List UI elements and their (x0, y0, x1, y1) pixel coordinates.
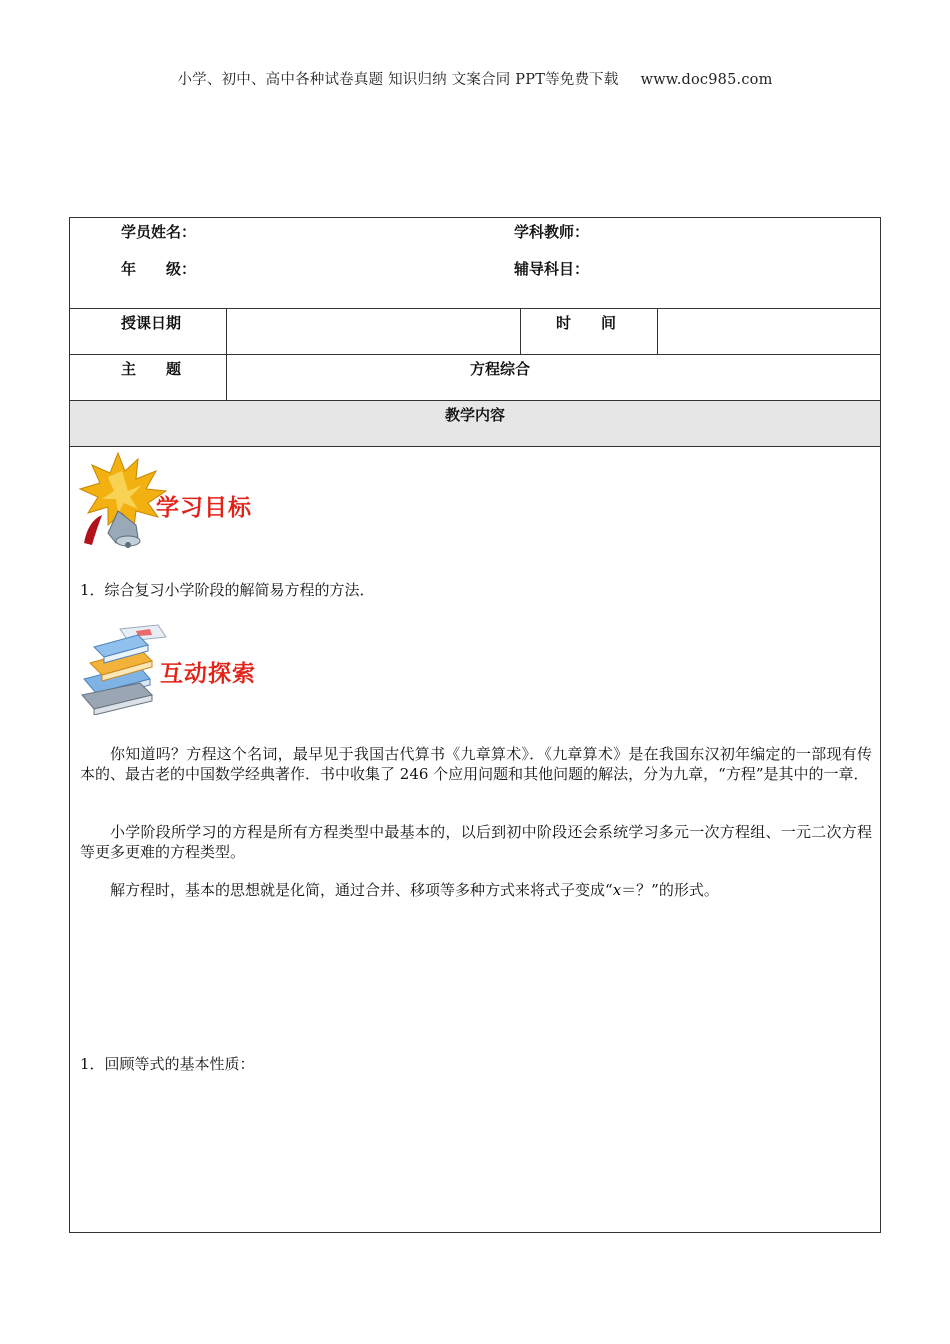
review-item-1: 1．回顾等式的基本性质： (80, 1055, 255, 1073)
divider (226, 355, 227, 400)
lesson-sheet (69, 217, 881, 1233)
content-area (70, 447, 880, 1232)
grade-label: 年 级： (121, 260, 197, 278)
date-label: 授课日期 (121, 314, 182, 332)
header-site-text: 小学、初中、高中各种试卷真题 知识归纳 文案合同 PPT等免费下载 (177, 72, 619, 88)
paragraph-history: 你知道吗？方程这个名词，最早见于我国古代算书《九章算术》．《九章算术》是在我国东汉初年编定的一部现有传本的、最古老的中国数学经典著作．书中收集了 246 个应用问题和其他问题的解法，分为九章，“方程”是其中的一章． (80, 745, 872, 783)
learning-goal-title: 学习目标 (156, 495, 252, 521)
date-time-row (70, 309, 880, 355)
topic-value: 方程综合 (470, 360, 531, 378)
method-text-before: 解方程时，基本的思想就是化简，通过合并、移项等多种方式来将式子变成“ (110, 881, 613, 899)
learning-goal-banner (78, 451, 268, 551)
paragraph-method (80, 880, 872, 900)
time-label: 时 间 (556, 314, 617, 332)
header-site-url[interactable]: www.doc985.com (640, 72, 773, 88)
divider (657, 309, 658, 354)
topic-label: 主 题 (121, 360, 182, 378)
student-name-label: 学员姓名： (121, 223, 197, 241)
topic-row (70, 355, 880, 401)
info-row (70, 218, 880, 309)
interactive-explore-banner (80, 623, 270, 715)
books-stack-icon (80, 623, 172, 715)
content-header: 教学内容 (444, 406, 505, 424)
content-header-row (70, 401, 880, 447)
method-text-after: ＝？”的形式。 (621, 881, 719, 899)
page-header (0, 68, 950, 89)
divider (226, 309, 227, 354)
maple-leaf-bell-icon (78, 451, 168, 549)
paragraph-types: 小学阶段所学习的方程是所有方程类型中最基本的，以后到初中阶段还会系统学习多元一次方程组、一元二次方程等更多更难的方程类型。 (80, 823, 872, 861)
goal-item-1: 1．综合复习小学阶段的解简易方程的方法． (80, 581, 375, 599)
divider (520, 309, 521, 354)
subject-label: 辅导科目： (514, 260, 590, 278)
interactive-explore-title: 互动探索 (160, 661, 256, 687)
teacher-label: 学科教师： (514, 223, 590, 241)
variable-x: x (612, 881, 622, 899)
